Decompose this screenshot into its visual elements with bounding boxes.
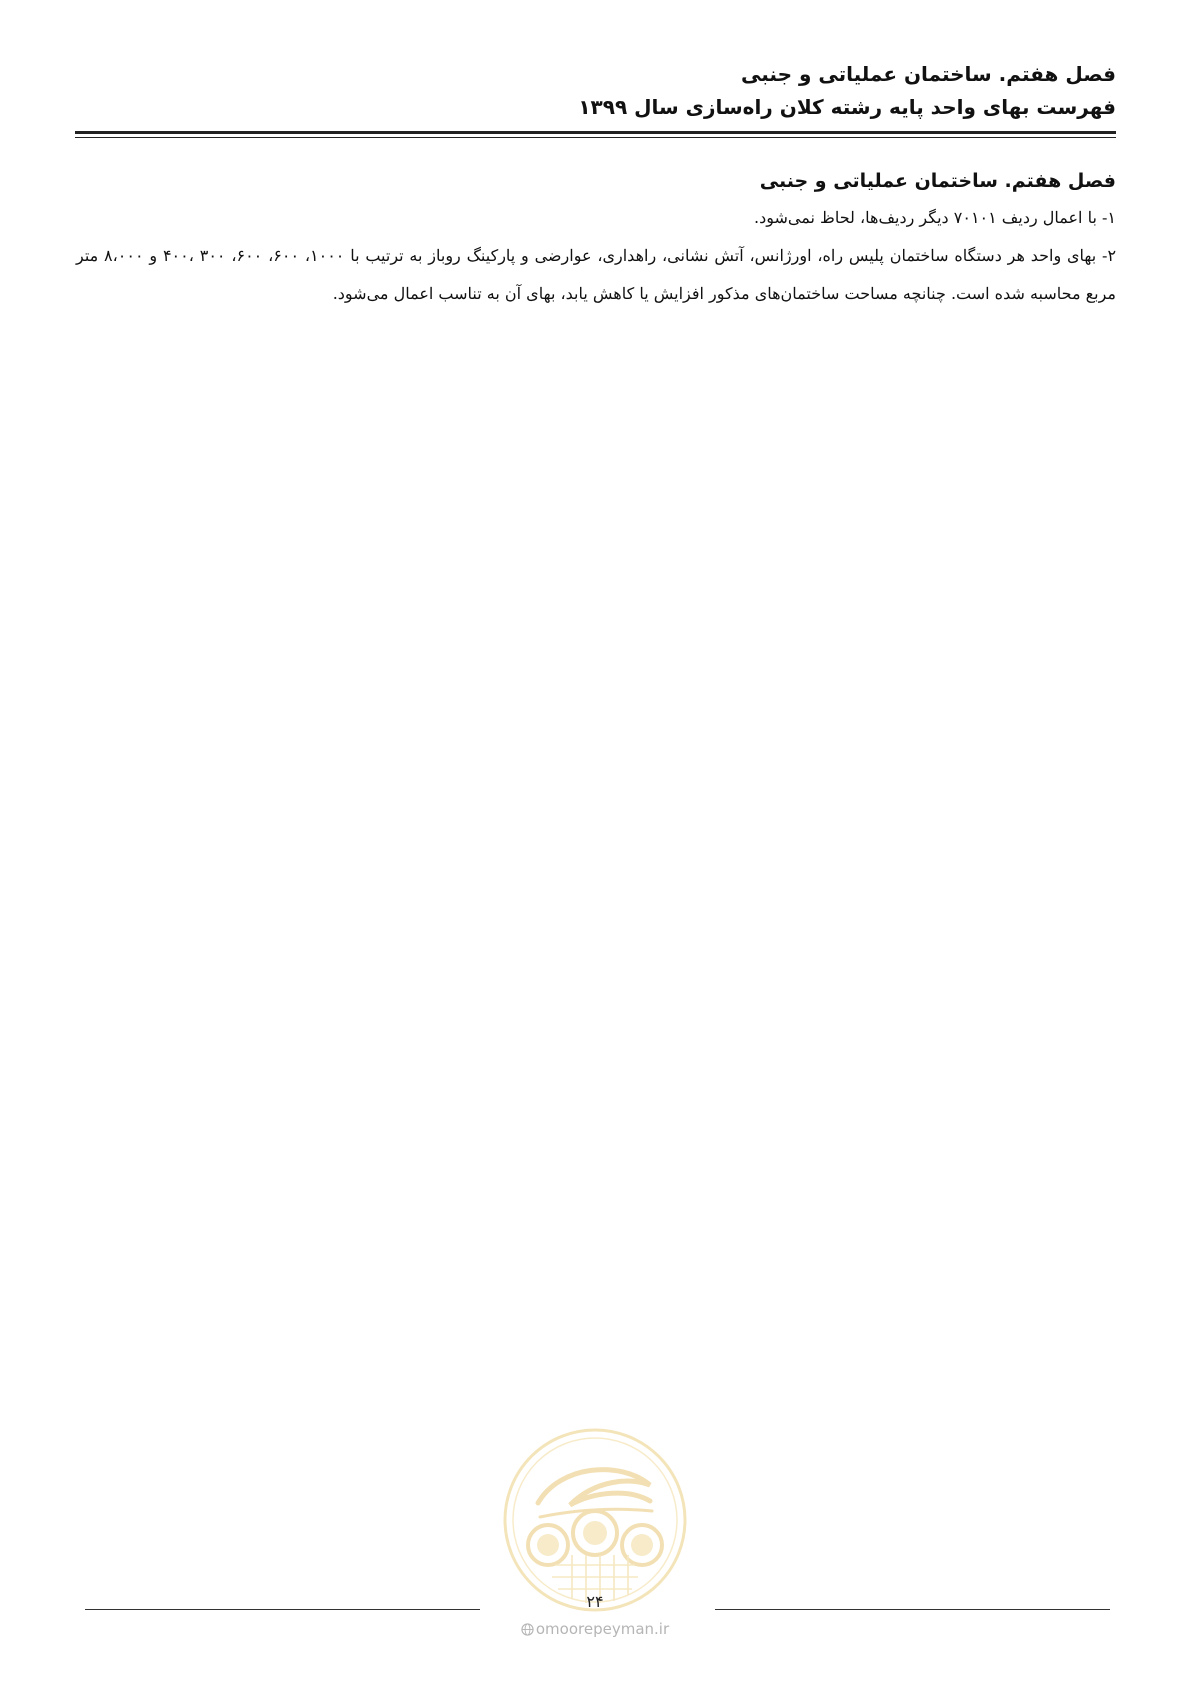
watermark-logo <box>500 1425 690 1615</box>
footer-divider-left <box>85 1609 480 1610</box>
section-title: فصل هفتم. ساختمان عملیاتی و جنبی <box>759 170 1116 192</box>
page-number: ۲۴ <box>586 1592 604 1611</box>
globe-icon <box>521 1623 534 1636</box>
note-2: ۲- بهای واحد هر دستگاه ساختمان پلیس راه، اورژانس، آتش نشانی، راهداری، عوارضی و پارکینگ روباز به ترتیب با ۱۰۰۰، ۶۰۰، ۶۰۰، ۳۰۰ ،۴۰۰ و ۸،۰۰۰ متر مربع محاسبه شده است. چنانچه مساحت ساختمان‌های مذکور افزایش یا کاهش یابد، بهای آن به تناسب اعمال می‌شود. <box>76 246 1117 303</box>
footer-divider-right <box>715 1609 1110 1610</box>
chapter-title: فصل هفتم. ساختمان عملیاتی و جنبی <box>741 62 1116 86</box>
header-divider-thin <box>75 137 1116 138</box>
page-content <box>76 165 1116 313</box>
page-header <box>76 58 1116 124</box>
book-title: فهرست بهای واحد پایه رشته کلان راه‌سازی سال ۱۳۹۹ <box>578 95 1116 119</box>
note-1: ۱- با اعمال ردیف ۷۰۱۰۱ دیگر ردیف‌ها، لحاظ نمی‌شود. <box>754 208 1116 227</box>
website-url: omoorepeyman.ir <box>535 1620 670 1638</box>
website-footer <box>500 1620 690 1638</box>
header-divider-thick <box>75 131 1116 134</box>
